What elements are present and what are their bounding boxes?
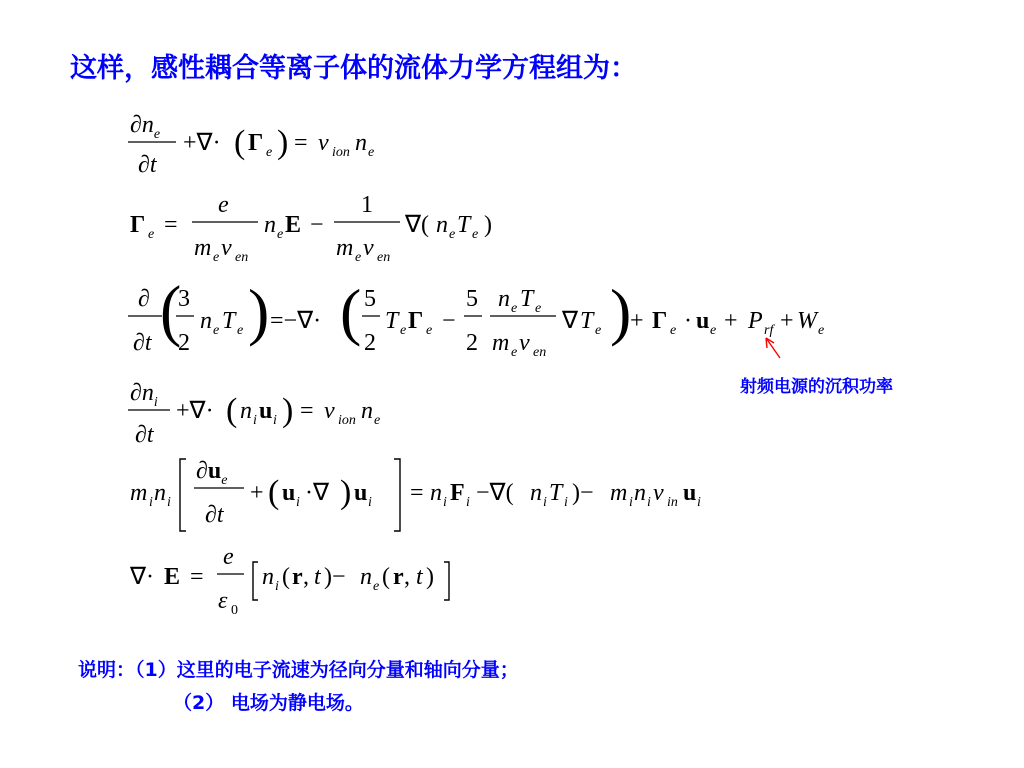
svg-text:ion: ion	[338, 413, 356, 428]
svg-text:): )	[282, 392, 294, 429]
equation-electron-continuity	[128, 112, 374, 178]
svg-text:(: (	[340, 276, 362, 347]
svg-text:ν: ν	[519, 330, 530, 356]
svg-text:(: (	[268, 474, 280, 511]
equation-electron-energy	[128, 273, 824, 360]
svg-text:e: e	[426, 323, 433, 338]
svg-text:T: T	[520, 286, 534, 312]
equation-ion-continuity	[128, 380, 380, 448]
equation-ion-momentum	[130, 458, 701, 531]
svg-text:i: i	[647, 495, 651, 510]
svg-text:i: i	[443, 495, 447, 510]
svg-text:e: e	[374, 413, 381, 428]
svg-text:r: r	[292, 564, 303, 590]
svg-text:W: W	[797, 308, 817, 334]
svg-text:i: i	[275, 579, 279, 594]
svg-text:i: i	[296, 495, 300, 510]
svg-text:1: 1	[361, 192, 373, 218]
svg-text:u: u	[696, 308, 710, 334]
svg-text:e: e	[472, 227, 479, 242]
svg-text:i: i	[466, 495, 470, 510]
svg-text:i: i	[564, 495, 568, 510]
svg-text:e: e	[400, 323, 407, 338]
svg-text:e: e	[368, 145, 375, 160]
svg-text:en: en	[377, 250, 391, 265]
svg-text:m: m	[130, 480, 148, 506]
svg-text:)−: )−	[572, 480, 594, 506]
svg-text:∂ne: $\partial n_e$	[130, 112, 161, 142]
svg-text:T: T	[222, 308, 236, 334]
svg-text:u: u	[259, 398, 273, 424]
equation-poisson	[129, 544, 449, 618]
svg-text:+: +	[250, 480, 264, 506]
svg-text:ν: ν	[324, 398, 335, 424]
svg-text:∂t: ∂t	[133, 330, 152, 356]
svg-text:F: F	[450, 480, 465, 506]
svg-text:n: n	[360, 564, 372, 590]
svg-text:+: +	[724, 308, 738, 334]
note-line-1	[78, 655, 519, 682]
svg-text:i: i	[253, 413, 257, 428]
svg-text:): )	[340, 474, 352, 511]
svg-text:Γ: Γ	[130, 212, 146, 238]
svg-text:(: (	[234, 124, 246, 161]
svg-text:=: =	[164, 212, 178, 238]
svg-text:ν: ν	[653, 480, 664, 506]
svg-text:n: n	[355, 130, 367, 156]
svg-text:ν: ν	[363, 235, 374, 261]
svg-text:i: i	[273, 413, 277, 428]
svg-text:n: n	[634, 480, 646, 506]
svg-text:m: m	[610, 480, 628, 506]
svg-text:rf: rf	[764, 323, 774, 338]
svg-text:u: u	[282, 480, 296, 506]
svg-text:E: E	[164, 564, 181, 590]
svg-text:)−: )−	[324, 564, 346, 590]
svg-text:=: =	[190, 564, 204, 590]
svg-text:n: n	[498, 286, 510, 312]
svg-text:0: 0	[231, 603, 238, 618]
annotation-rf-power: 射频电源的沉积功率	[740, 377, 893, 397]
svg-text:n: n	[262, 564, 274, 590]
svg-text:e: e	[355, 250, 362, 265]
svg-text:2: 2	[364, 330, 376, 356]
svg-text:(: (	[282, 564, 290, 590]
svg-text:5: 5	[364, 286, 376, 312]
svg-text:m: m	[194, 235, 212, 261]
svg-text:+∇·: +∇·	[176, 398, 214, 424]
annotation-arrow	[766, 338, 780, 358]
svg-text:=: =	[300, 398, 314, 424]
svg-text:n: n	[436, 212, 448, 238]
svg-text:ν: ν	[318, 130, 329, 156]
svg-text:): )	[277, 124, 289, 161]
svg-text:=: =	[294, 130, 308, 156]
svg-text:t: t	[314, 564, 321, 590]
equation-electron-flux	[130, 192, 492, 265]
svg-text:i: i	[368, 495, 372, 510]
svg-text:−: −	[310, 212, 324, 238]
svg-text:m: m	[492, 330, 510, 356]
svg-text:e: e	[213, 323, 220, 338]
svg-text:e: e	[535, 301, 542, 316]
svg-text:∇: ∇	[562, 308, 579, 334]
svg-text:u: u	[354, 480, 368, 506]
svg-text:ε: ε	[218, 588, 228, 614]
svg-text:e: e	[223, 544, 234, 570]
svg-text:+∇·: +∇·	[183, 130, 221, 156]
svg-text:Γ: Γ	[652, 308, 668, 334]
svg-text:∂ue: $\partial u_e$	[196, 458, 228, 488]
svg-text:e: e	[373, 579, 380, 594]
svg-text:∂ni: $\partial n_i$	[130, 380, 158, 410]
svg-text:): )	[248, 276, 270, 347]
svg-text:T: T	[549, 480, 563, 506]
svg-text:·∇: ·∇	[305, 480, 330, 506]
svg-text:T: T	[457, 212, 471, 238]
svg-text:n: n	[240, 398, 252, 424]
svg-text:∂t: ∂t	[138, 152, 157, 178]
svg-text:=−∇·: =−∇·	[270, 308, 322, 334]
svg-text:e: e	[511, 301, 518, 316]
svg-text:−: −	[442, 308, 456, 334]
svg-text:e: e	[818, 323, 825, 338]
svg-text:ion: ion	[332, 145, 350, 160]
svg-text:3: 3	[178, 286, 190, 312]
svg-text:): )	[610, 276, 632, 347]
svg-text:e: e	[710, 323, 717, 338]
svg-text:n: n	[200, 308, 212, 334]
svg-text:i: i	[697, 495, 701, 510]
svg-text:,: ,	[404, 564, 410, 590]
note-prefix: 说明：	[78, 659, 136, 681]
svg-text:): )	[426, 564, 434, 590]
svg-text:=: =	[410, 480, 424, 506]
svg-text:in: in	[667, 495, 678, 510]
svg-text:e: e	[213, 250, 220, 265]
svg-text:): )	[484, 212, 492, 238]
svg-text:e: e	[266, 145, 273, 160]
svg-text:n: n	[264, 212, 276, 238]
svg-text:i: i	[543, 495, 547, 510]
svg-text:n: n	[430, 480, 442, 506]
svg-text:2: 2	[178, 330, 190, 356]
note-item-1: （1）这里的电子流速为径向分量和轴向分量；	[135, 659, 519, 681]
svg-text:∇(: ∇(	[405, 212, 430, 238]
svg-text:e: e	[449, 227, 456, 242]
svg-text:n: n	[361, 398, 373, 424]
svg-text:2: 2	[466, 330, 478, 356]
svg-text:e: e	[277, 227, 284, 242]
svg-text:(: (	[160, 272, 182, 349]
svg-text:i: i	[167, 495, 171, 510]
svg-text:en: en	[235, 250, 249, 265]
svg-text:e: e	[148, 227, 155, 242]
svg-text:n: n	[154, 480, 166, 506]
svg-text:E: E	[285, 212, 302, 238]
svg-text:e: e	[237, 323, 244, 338]
svg-text:T: T	[580, 308, 594, 334]
svg-text:en: en	[533, 345, 547, 360]
svg-text:e: e	[670, 323, 677, 338]
svg-text:T: T	[385, 308, 399, 334]
svg-text:u: u	[683, 480, 697, 506]
svg-text:(: (	[382, 564, 390, 590]
svg-text:(: (	[226, 392, 238, 429]
svg-text:i: i	[629, 495, 633, 510]
svg-text:Γ: Γ	[408, 308, 424, 334]
svg-text:r: r	[393, 564, 404, 590]
svg-text:∂t: ∂t	[205, 502, 224, 528]
svg-text:Γ: Γ	[248, 130, 264, 156]
svg-text:∂: ∂	[138, 286, 150, 312]
svg-text:e: e	[595, 323, 602, 338]
svg-text:·: ·	[684, 308, 692, 334]
svg-text:∂t: ∂t	[135, 422, 154, 448]
svg-text:,: ,	[303, 564, 309, 590]
svg-text:n: n	[530, 480, 542, 506]
svg-text:e: e	[218, 192, 229, 218]
note-item-2: （2） 电场为静电场。	[173, 692, 364, 714]
svg-text:−∇(: −∇(	[476, 480, 514, 506]
slide-title: 这样，感性耦合等离子体的流体力学方程组为：	[70, 53, 637, 84]
svg-text:+: +	[780, 308, 794, 334]
svg-text:∇·: ∇·	[130, 564, 155, 590]
svg-text:e: e	[511, 345, 518, 360]
svg-text:5: 5	[466, 286, 478, 312]
svg-text:+: +	[630, 308, 644, 334]
svg-text:P: P	[748, 308, 763, 334]
svg-text:t: t	[416, 564, 423, 590]
svg-text:i: i	[149, 495, 153, 510]
svg-text:ν: ν	[221, 235, 232, 261]
svg-text:m: m	[336, 235, 354, 261]
